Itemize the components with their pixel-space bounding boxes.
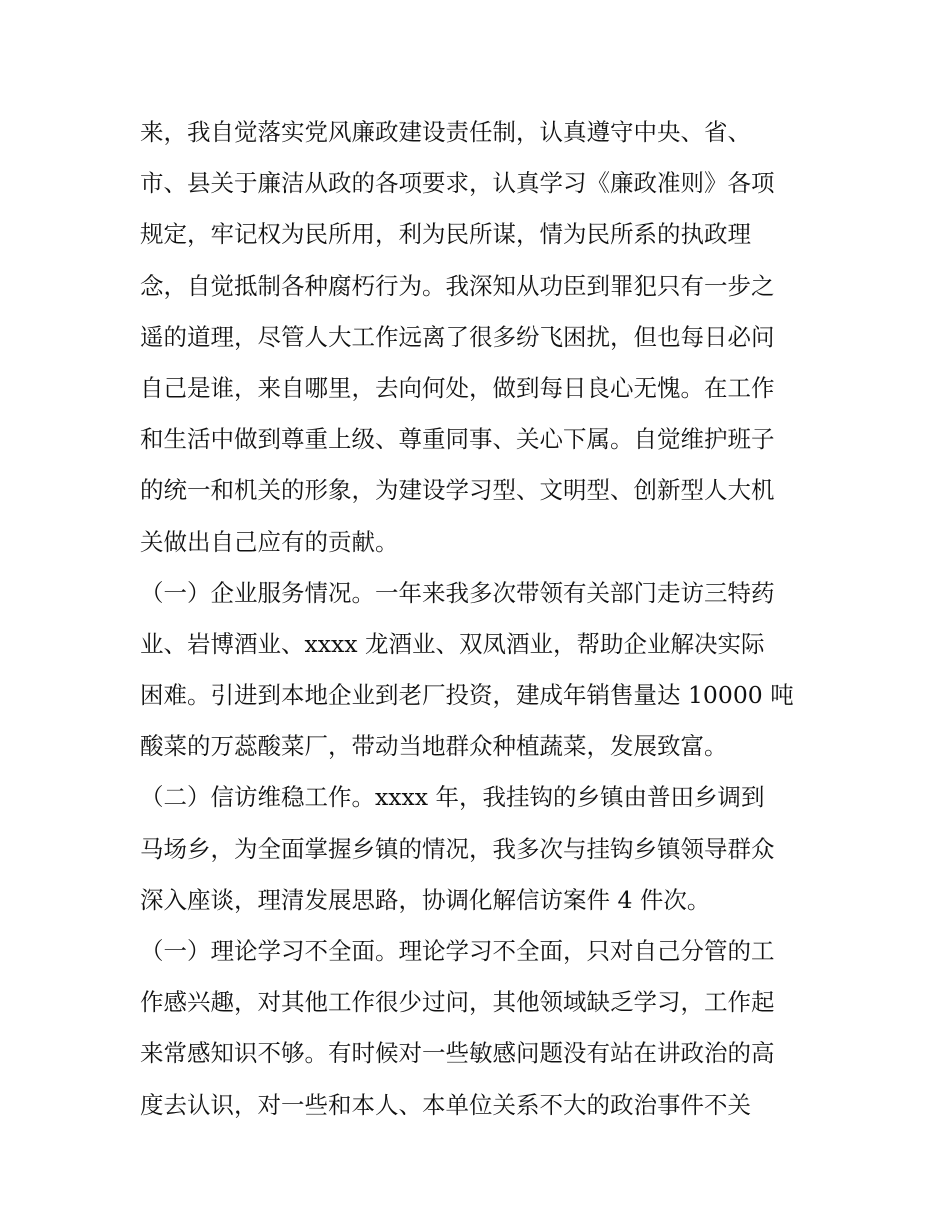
text-line-15: 马场乡，为全面掌握乡镇的情况，我多次与挂钩乡镇领导群众 <box>140 834 775 863</box>
section-heading-theory-study: （一）理论学习不全面。理论学习不全面，只对自己分管的工 <box>140 937 775 965</box>
text-line-1: 来，我自觉落实党风廉政建设责任制，认真遵守中央、省、 <box>140 118 751 146</box>
text-line-3: 规定，牢记权为民所用，利为民所谋，情为民所系的执政理 <box>140 220 751 249</box>
text-line-9: 关做出自己应有的贡献。 <box>140 527 399 556</box>
text-line-7: 和生活中做到尊重上级、尊重同事、关心下属。自觉维护班子 <box>140 425 775 454</box>
text-line-18: 作感兴趣，对其他工作很少过问，其他领域缺乏学习，工作起 <box>140 988 775 1017</box>
document-body <box>140 107 820 1131</box>
text-line-20: 度去认识，对一些和本人、本单位关系不大的政治事件不关 <box>140 1090 751 1119</box>
text-line-13: 酸菜的万蕊酸菜厂，带动当地群众种植蔬菜，发展致富。 <box>140 732 728 761</box>
text-line-8: 的统一和机关的形象，为建设学习型、文明型、创新型人大机 <box>140 476 775 505</box>
text-line-2: 市、县关于廉洁从政的各项要求，认真学习《廉政准则》各项 <box>140 169 775 198</box>
text-line-5: 遥的道理，尽管人大工作远离了很多纷飞困扰，但也每日必问 <box>140 322 775 351</box>
text-line-4: 念，自觉抵制各种腐朽行为。我深知从功臣到罪犯只有一步之 <box>140 271 775 300</box>
text-line-12: 困难。引进到本地企业到老厂投资，建成年销售量达 10000 吨 <box>140 681 794 710</box>
text-line-6: 自己是谁，来自哪里，去向何处，做到每日良心无愧。在工作 <box>140 373 775 402</box>
section-heading-petition-stability: （二）信访维稳工作。xxxx 年，我挂钩的乡镇由普田乡调到 <box>140 783 765 812</box>
text-line-16: 深入座谈，理清发展思路，协调化解信访案件 4 件次。 <box>140 885 711 914</box>
text-line-11: 业、岩博酒业、xxxx 龙酒业、双凤酒业，帮助企业解决实际 <box>140 629 765 658</box>
text-line-19: 来常感知识不够。有时候对一些敏感问题没有站在讲政治的高 <box>140 1039 775 1068</box>
section-heading-enterprise-service: （一）企业服务情况。一年来我多次带领有关部门走访三特药 <box>140 578 775 607</box>
